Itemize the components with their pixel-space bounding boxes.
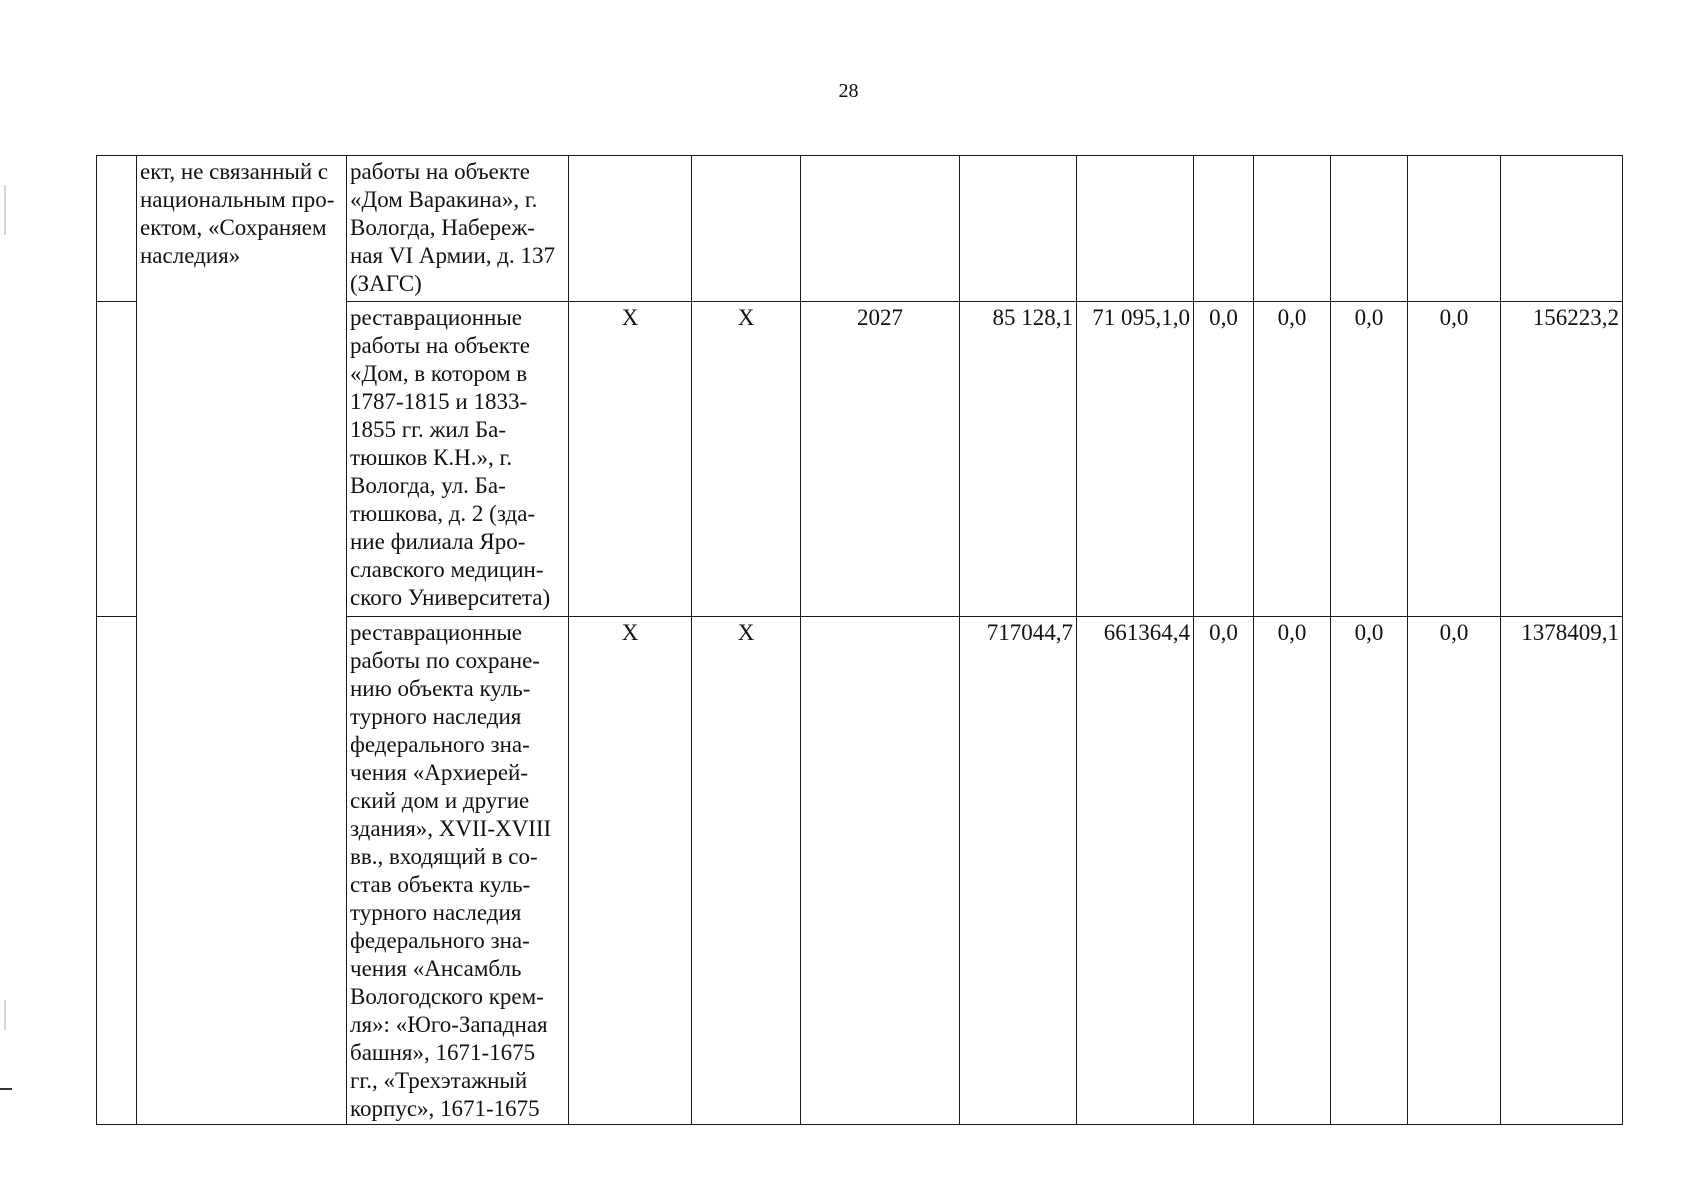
page-number: 28 bbox=[838, 80, 859, 102]
value-cell: 0,0 bbox=[1254, 302, 1331, 617]
marker-cell bbox=[569, 156, 692, 302]
table-row bbox=[97, 156, 1623, 302]
year-cell: 2027 bbox=[801, 302, 960, 617]
row-index-cell bbox=[97, 302, 137, 617]
year-cell bbox=[801, 617, 960, 1125]
margin-scan-mark bbox=[4, 185, 6, 235]
value-cell: 0,0 bbox=[1331, 302, 1408, 617]
marker-cell: X bbox=[569, 302, 692, 617]
value-cell: 0,0 bbox=[1331, 617, 1408, 1125]
row-index-cell bbox=[97, 156, 137, 302]
value-cell: 717044,7 bbox=[960, 617, 1077, 1125]
value-cell bbox=[1077, 156, 1194, 302]
value-cell: 0,0 bbox=[1408, 617, 1501, 1125]
value-cell: 85 128,1 bbox=[960, 302, 1077, 617]
value-cell bbox=[960, 156, 1077, 302]
value-cell: 0,0 bbox=[1194, 617, 1254, 1125]
total-cell bbox=[1501, 156, 1623, 302]
margin-tick-mark bbox=[0, 1088, 12, 1090]
margin-scan-mark bbox=[4, 1000, 6, 1030]
object-description-cell: работы на объекте «Дом Варакина», г. Вологда, Набереж-ная VI Армии, д. 137 (ЗАГС) bbox=[347, 156, 569, 302]
project-name-cell: ект, не связанный с национальным про-ектом, «Сохраняем наследия» bbox=[137, 156, 347, 1125]
total-cell: 1378409,1 bbox=[1501, 617, 1623, 1125]
marker-cell: X bbox=[569, 617, 692, 1125]
budget-table bbox=[96, 155, 1623, 1125]
marker-cell: X bbox=[692, 302, 801, 617]
row-index-cell bbox=[97, 617, 137, 1125]
value-cell bbox=[1194, 156, 1254, 302]
object-description-cell: реставрационные работы на объекте «Дом, в котором в 1787-1815 и 1833-1855 гг. жил Ба-тюшков К.Н.», г. Вологда, ул. Ба-тюшкова, д. 2 (зда-ние филиала Яро-славского медицин-ского Университета) bbox=[347, 302, 569, 617]
object-description-cell: реставрационные работы по сохране-нию объекта куль-турного наследия федерального зна-чения «Архиерей-ский дом и другие здания», XVII-XVIII вв., входящий в со-став объекта куль-турного наследия федерального зна-чения «Ансамбль Вологодского крем-ля»: «Юго-Западная башня», 1671-1675 гг., «Трехэтажный корпус», 1671-1675 bbox=[347, 617, 569, 1125]
value-cell: 0,0 bbox=[1408, 302, 1501, 617]
value-cell bbox=[1408, 156, 1501, 302]
marker-cell: X bbox=[692, 617, 801, 1125]
value-cell bbox=[1331, 156, 1408, 302]
value-cell: 661364,4 bbox=[1077, 617, 1194, 1125]
value-cell: 0,0 bbox=[1194, 302, 1254, 617]
value-cell bbox=[1254, 156, 1331, 302]
marker-cell bbox=[692, 156, 801, 302]
value-cell: 0,0 bbox=[1254, 617, 1331, 1125]
year-cell bbox=[801, 156, 960, 302]
total-cell: 156223,2 bbox=[1501, 302, 1623, 617]
value-cell: 71 095,1,0 bbox=[1077, 302, 1194, 617]
